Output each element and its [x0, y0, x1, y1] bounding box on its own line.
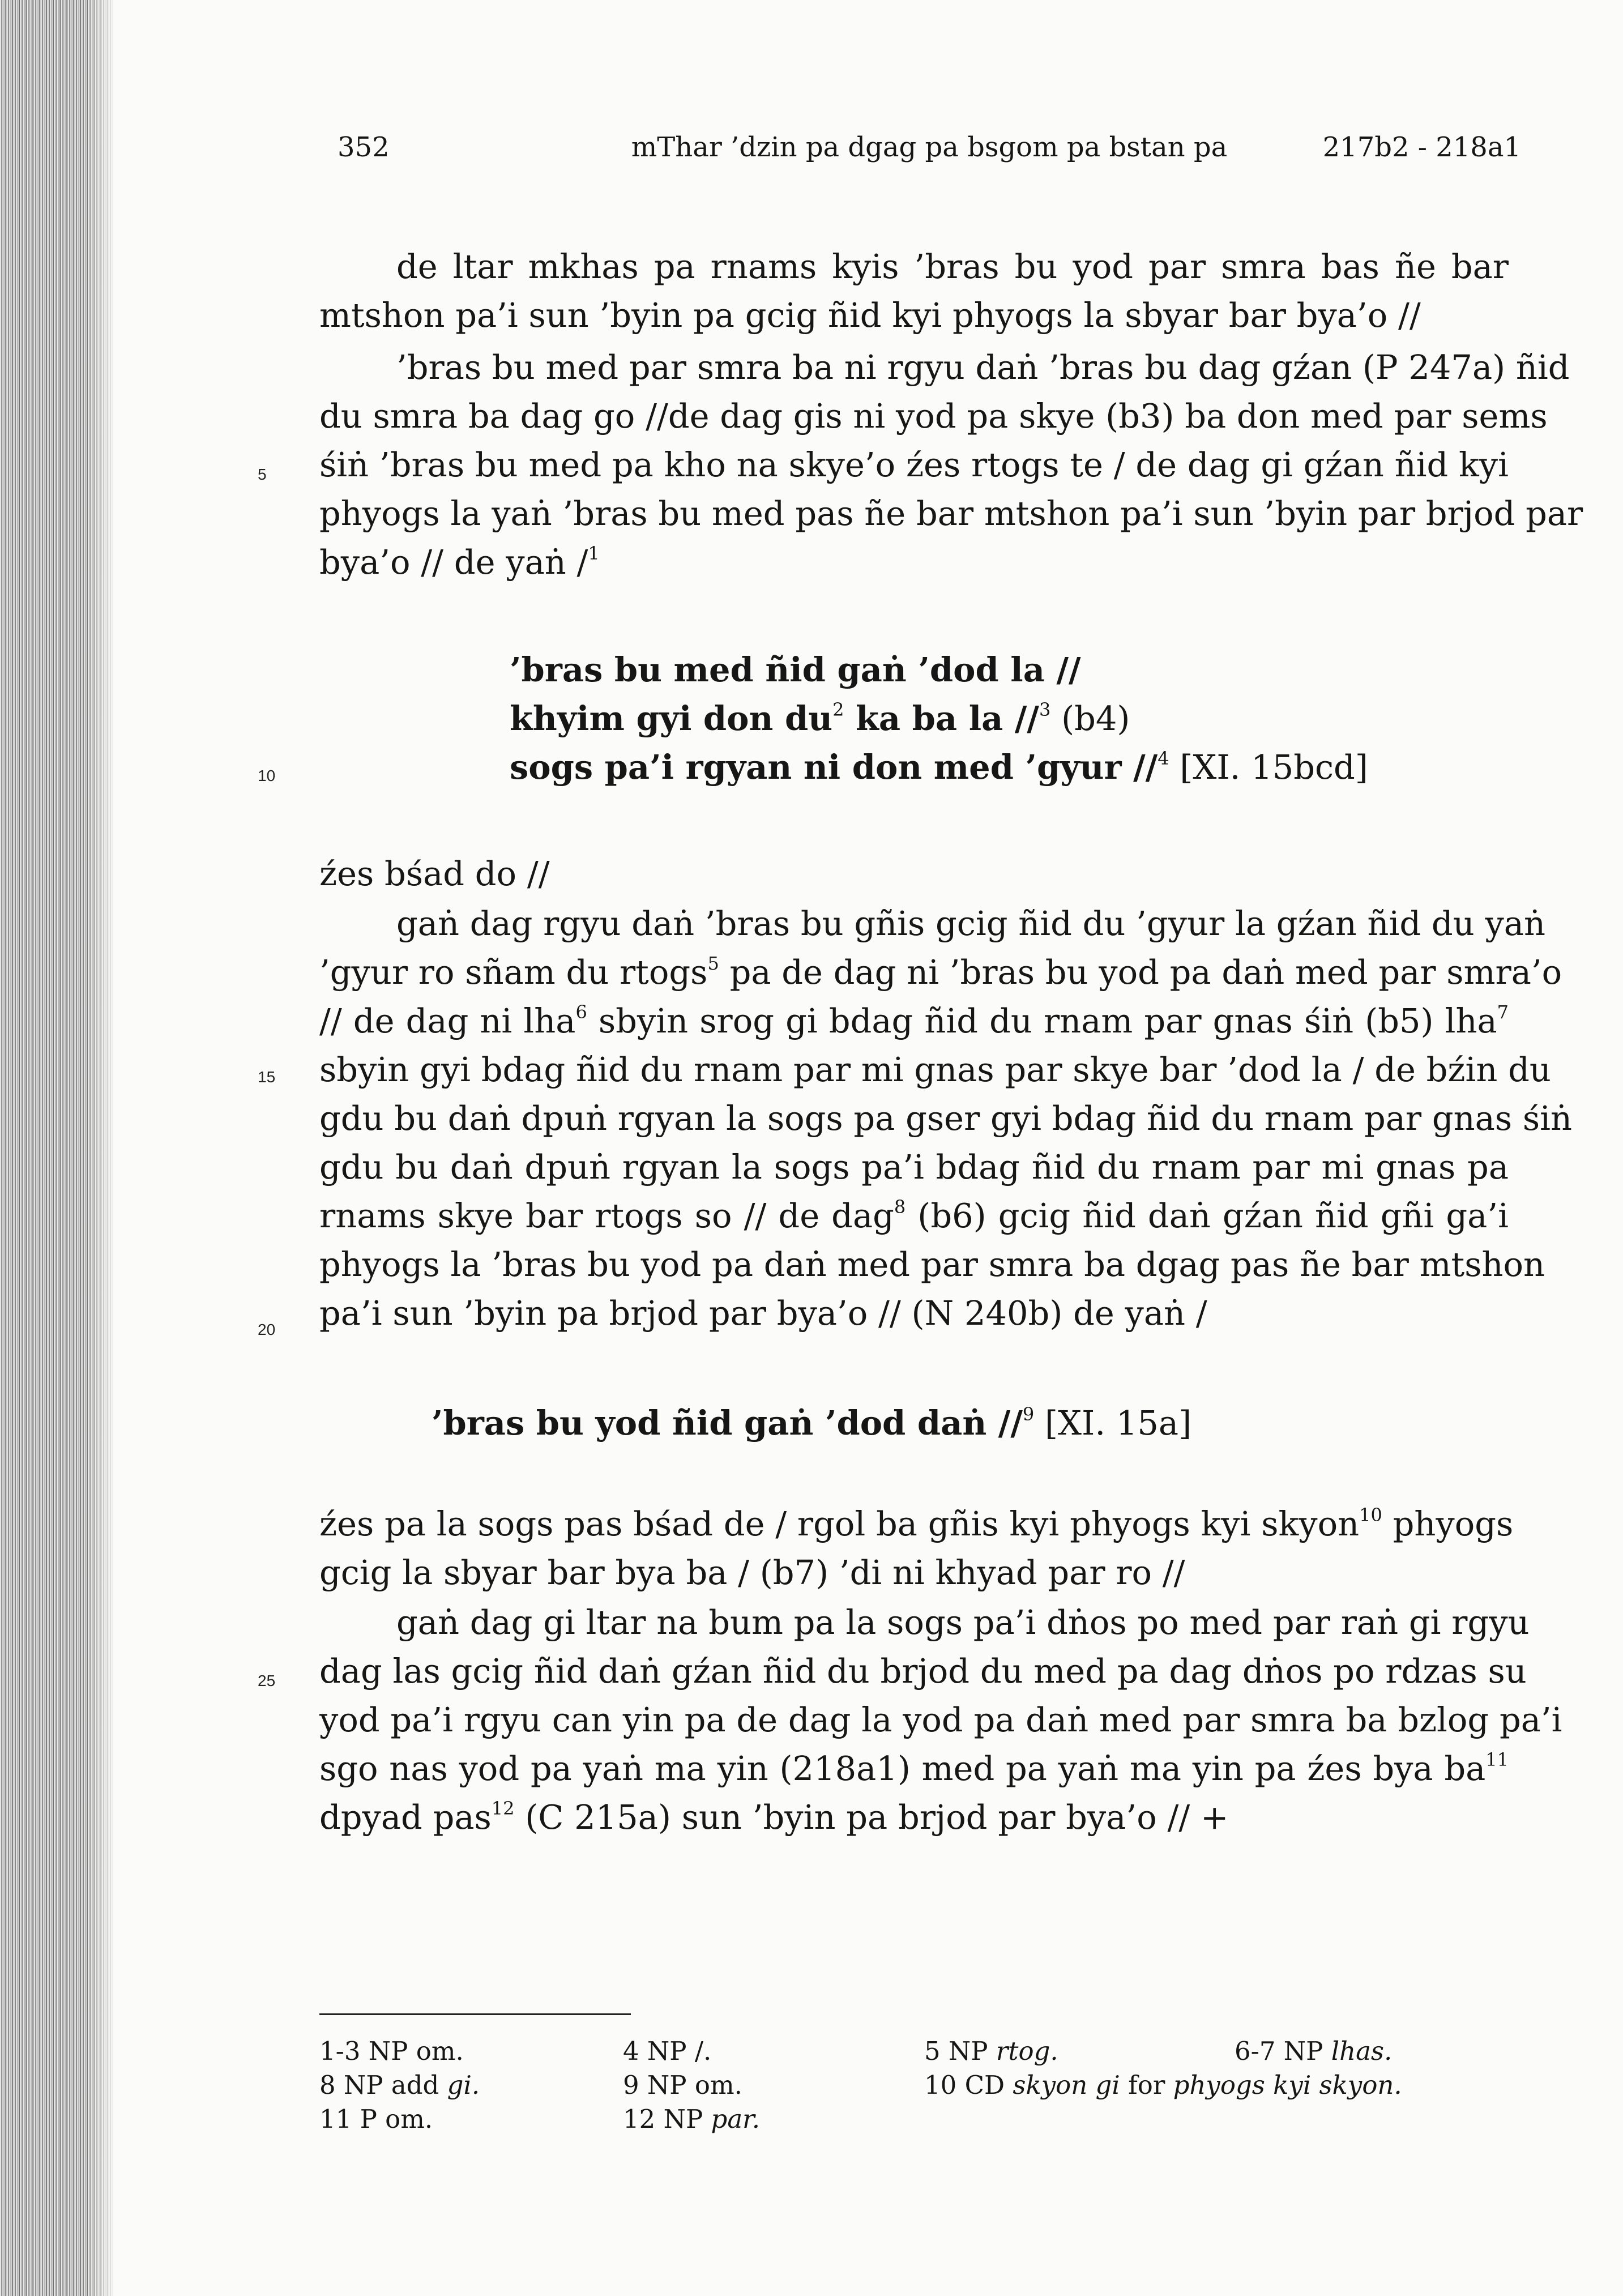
footnote-text: 8 NP add [319, 2070, 447, 2100]
text-line [319, 1793, 1509, 1842]
verse-text: ka ba la // [844, 699, 1039, 738]
note-mark: 2 [832, 699, 844, 721]
footnote: 11 P om. [319, 2104, 433, 2134]
footnote [924, 2068, 1402, 2102]
running-header [338, 131, 1521, 171]
verse-text: ’bras bu yod ñid gaṅ ’dod daṅ // [431, 1403, 1023, 1443]
text-segment: ’gyur ro sñam du rtogs [319, 953, 708, 992]
line-number-15: 15 [258, 1068, 276, 1086]
note-mark: 11 [1485, 1749, 1509, 1771]
footnote [1235, 2034, 1392, 2068]
text-line: phyogs la ’bras bu yod pa daṅ med par smra ba dgag pas ñe bar mtshon [319, 1245, 1545, 1284]
text-line: ’bras bu med par smra ba ni rgyu daṅ ’bras bu dag gźan (P 247a) ñid [396, 348, 1570, 387]
text-segment: // de dag ni lha [319, 1001, 576, 1040]
text-line: gdu bu daṅ dpuṅ rgyan la sogs pa’i bdag ñid du rnam par mi gnas pa [319, 1147, 1509, 1187]
note-mark: 12 [491, 1798, 515, 1820]
verse-reference: [XI. 15a] [1034, 1403, 1192, 1443]
footnote-text: 5 NP [924, 2036, 996, 2066]
note-mark: 4 [1158, 748, 1169, 770]
text-segment: bya’o // de yaṅ / [319, 543, 588, 582]
footnote [623, 2102, 760, 2136]
text-line: pa’i sun ’byin pa brjod par bya’o // (N 240b) de yaṅ / [319, 1294, 1207, 1333]
footnote: 1-3 NP om. [319, 2036, 464, 2066]
note-mark: 1 [588, 543, 600, 565]
footnote-italic: phyogs kyi skyon. [1173, 2070, 1402, 2100]
verse-text: ’bras bu med ñid gaṅ ’dod la // [510, 650, 1081, 689]
footnote: 4 NP /. [623, 2036, 712, 2066]
text-line: mtshon pa’i sun ’byin pa gcig ñid kyi phyogs la sbyar bar bya’o // [319, 296, 1421, 335]
footnote-text: 12 NP [623, 2104, 711, 2134]
text-line: gdu bu daṅ dpuṅ rgyan la sogs pa gser gyi bdag ñid du rnam par gnas śiṅ [319, 1099, 1573, 1138]
verse-line [510, 743, 1368, 792]
text-segment: (C 215a) sun ’byin pa brjod par bya’o // + [514, 1798, 1229, 1837]
text-segment: phyogs [1382, 1504, 1514, 1543]
note-mark: 10 [1359, 1504, 1382, 1526]
text-line: śiṅ ’bras bu med pa kho na skye’o źes rtogs te / de dag gi gźan ñid kyi [319, 445, 1509, 484]
text-line [319, 1192, 1509, 1240]
verse-line [510, 694, 1130, 743]
text-segment: źes pa la sogs pas bśad de / rgol ba gñis kyi phyogs kyi skyon [319, 1504, 1360, 1543]
footnote-text: 10 CD [924, 2070, 1013, 2100]
footnote-rule [319, 2013, 631, 2015]
footnote-italic: rtog. [996, 2036, 1058, 2066]
footnote-text: 6-7 NP [1235, 2036, 1331, 2066]
text-line: sbyin gyi bdag ñid du rnam par mi gnas par skye bar ’dod la / de bźin du [319, 1050, 1551, 1089]
verse-line [432, 1399, 1191, 1448]
verse-text: sogs pa’i rgyan ni don med ’gyur // [510, 748, 1158, 787]
line-number-20: 20 [258, 1321, 276, 1338]
text-line [319, 1744, 1509, 1793]
footnote-italic: gi. [447, 2070, 480, 2100]
text-line: dag las gcig ñid daṅ gźan ñid du brjod du med pa dag dṅos po rdzas su [319, 1651, 1527, 1691]
text-segment: pa de dag ni ’bras bu yod pa daṅ med par smra’o [719, 953, 1562, 992]
text-line: gaṅ dag gi ltar na bum pa la sogs pa’i dṅos po med par raṅ gi rgyu [396, 1603, 1530, 1642]
text-segment: dpyad pas [319, 1798, 492, 1837]
footnote-italic: lhas. [1331, 2036, 1393, 2066]
page-binding-fade [85, 0, 119, 2296]
text-segment: sbyin srog gi bdag ñid du rnam par gnas śiṅ (b5) lha [587, 1001, 1497, 1040]
line-number-25: 25 [258, 1672, 276, 1689]
text-segment: (b6) gcig ñid daṅ gźan ñid gñi ga’i [906, 1196, 1509, 1235]
verse-line [510, 646, 1081, 694]
text-line: phyogs la yaṅ ’bras bu med pas ñe bar mtshon pa’i sun ’byin par brjod par [319, 494, 1583, 533]
verse-text: khyim gyi don du [510, 699, 833, 738]
line-number-10: 10 [258, 767, 276, 784]
folio-ref: (b4) [1050, 699, 1130, 738]
note-mark: 6 [575, 1001, 587, 1023]
note-mark: 8 [894, 1196, 906, 1218]
text-segment: sgo nas yod pa yaṅ ma yin (218a1) med pa yaṅ ma yin pa źes bya ba [319, 1749, 1486, 1788]
note-mark: 5 [707, 953, 719, 975]
footnote [924, 2034, 1058, 2068]
text-line: gcig la sbyar bar bya ba / (b7) ’di ni khyad par ro // [319, 1553, 1185, 1592]
text-line: źes bśad do // [319, 854, 550, 893]
footnote: 9 NP om. [623, 2070, 742, 2100]
note-mark: 7 [1497, 1001, 1509, 1023]
note-mark: 9 [1022, 1403, 1035, 1426]
footnote-italic: skyon gi [1013, 2070, 1120, 2100]
text-line: yod pa’i rgyu can yin pa de dag la yod pa daṅ med par smra ba bzlog pa’i [319, 1700, 1562, 1739]
text-line [319, 948, 1562, 997]
text-line: de ltar mkhas pa rnams kyis ’bras bu yod par smra bas ñe bar [396, 247, 1509, 286]
line-number-5: 5 [258, 466, 267, 483]
footnote [319, 2068, 480, 2102]
text-line: gaṅ dag rgyu daṅ ’bras bu gñis gcig ñid du ’gyur la gźan ñid du yaṅ [396, 904, 1545, 943]
page-number: 352 [338, 131, 390, 163]
text-line [319, 997, 1509, 1045]
text-line [319, 538, 1509, 587]
note-mark: 3 [1039, 699, 1051, 721]
text-line: du smra ba dag go //de dag gis ni yod pa skye (b3) ba don med par sems [319, 396, 1548, 436]
text-segment: rnams skye bar rtogs so // de dag [319, 1196, 894, 1235]
footnote-text: for [1120, 2070, 1173, 2100]
verse-reference: [XI. 15bcd] [1169, 748, 1368, 787]
folio-range: 217b2 - 218a1 [1322, 131, 1521, 163]
text-line [319, 1500, 1514, 1548]
footnote-italic: par. [711, 2104, 761, 2134]
running-title: mThar ’dzin pa dgag pa bsgom pa bstan pa [631, 131, 1228, 163]
